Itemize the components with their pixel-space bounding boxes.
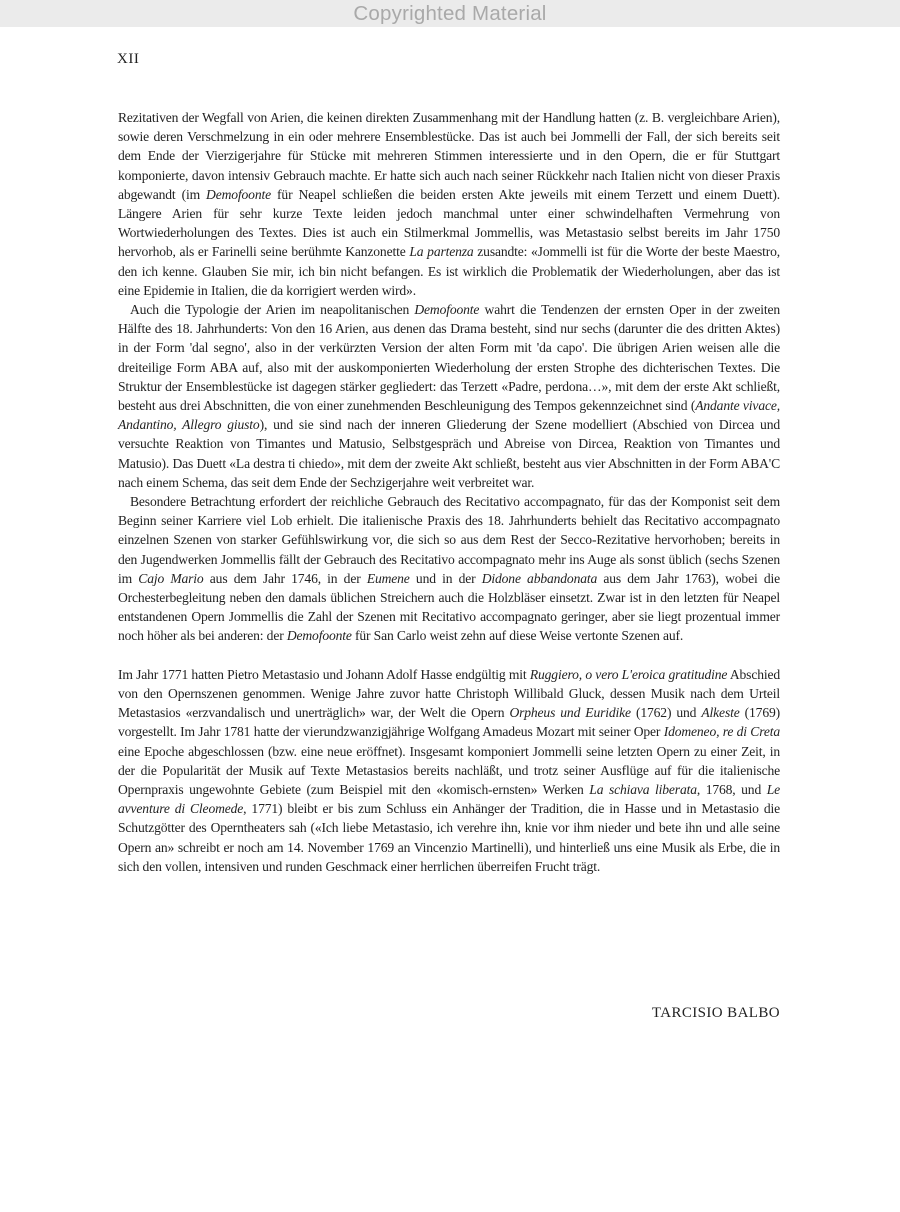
italic-title: Cajo Mario <box>138 570 204 586</box>
text-run: für San Carlo weist zehn auf diese Weise vertonte Szenen auf. <box>351 628 684 644</box>
text-run: für Neapel schließen die beiden ersten Akte jeweils mit einem Terzett und einem Duett). Längere Arien für sehr kurze Texte leiden jedoch manchmal unter einer schwindelhaften Vermehrung von Wortwiederholungen des Textes. Dies ist auch ein Stilmerkmal Jommellis, was Metastasio selbst bereits im Jahr 1750 hervorhob, als er Farinelli seine berühmte Kanzonette <box>118 186 780 260</box>
text-run: , 1771) bleibt er bis zum Schluss ein Anhänger der Tradition, die in Hasse und in Metastasio die Schutzgötter des Operntheaters sah («Ich liebe Metastasio, ich verehre ihn, knie vor ihm nieder und bete ihn und alle seine Opern an» schreibt er noch am 14. November 1769 an Vincenzio Martinelli), und hinterließ uns eine Musik als Erbe, die in sich den vollen, intensiven und runden Geschmack einer herrlichen überreifen Frucht trägt. <box>118 801 780 874</box>
italic-title: Demofoonte <box>206 186 271 202</box>
text-run: aus dem Jahr 1763), wobei die Orchesterbegleitung neben den damals üblichen Streichern auch die Holzbläser einsetzt. Zwar ist in den letzten für Neapel entstandenen Opern Jommellis die Zahl der Szenen mit Recitativo accompagnato geringer, aber sie liegt prozentual immer noch höher als bei anderen: der <box>118 570 780 644</box>
italic-title: Didone abbandonata <box>481 570 598 586</box>
text-run: (1762) und <box>630 705 702 721</box>
text-run: aus dem Jahr 1746, in der <box>203 570 367 586</box>
text-run: eine Epoche abgeschlossen (bzw. eine neue eröffnet). Insgesamt komponiert Jommelli seine letzten Opern zu einer Zeit, in der die Popularität der Musik auf Texte Metastasios bereits nachläßt, und trotz seiner Ausflüge auf für die italienische Opernpraxis ungewohnte Gebiete (zum Beispiel mit den «komisch-ernsten» Werken <box>118 743 780 797</box>
author-signature: TARCISIO BALBO <box>651 1005 780 1021</box>
text-run: wahrt die Tendenzen der ernsten Oper in der zweiten Hälfte des 18. Jahrhunderts: Von den 16 Arien, aus denen das Drama besteht, sind nur sechs (darunter die des dritten Aktes) in der Form 'dal segno', also in der verkürzten Version der alten Form mit 'da capo'. Die übrigen Arien weisen alle die dreiteilige Form ABA auf, also mit der auskomponierten Wiederholung der ersten Strophe des dichterischen Textes. Die Struktur der Ensemblestücke ist dagegen stärker gegliedert: das Terzett «Padre, perdona…», mit dem der erste Akt schließt, besteht aus drei Abschnitten, die von einer zunehmenden Beschleunigung des Tempos gekennzeichnet sind ( <box>118 302 780 414</box>
italic-title: Demofoonte <box>286 628 352 644</box>
text-run: (1769) vorgestellt. Im Jahr 1781 hatte der vierundzwanzigjährige Wolfgang Amadeus Mozart mit seiner Oper <box>118 705 781 740</box>
text-run: Auch die Typologie der Arien im neapolitanischen <box>130 302 415 318</box>
italic-title: Demofoonte <box>414 302 480 318</box>
italic-title: La schiava liberata <box>589 781 697 797</box>
text-run: und in der <box>409 570 482 586</box>
italic-title: La partenza <box>409 244 474 260</box>
italic-title: Le avventure di Cleomede <box>118 781 780 817</box>
paragraph <box>118 300 780 492</box>
text-run: zusandte: «Jommelli ist für die Worte der beste Maestro, den ich kenne. Glauben Sie mir, ich bin nicht befangen. Es ist wirklich die Problematik der Wiederholungen, aber das ist eine Epidemie in Italien, die da korrigiert werden wird». <box>118 244 780 298</box>
italic-title: Andante vivace, Andantino, Allegro giusto <box>118 398 780 433</box>
text-run: ), und sie sind nach der inneren Gliederung der Szene modelliert (Abschied von Dircea und versuchte Reaktion von Timantes und Matusio, Selbstgespräch und Abreise von Dircea, Reaktion von Timantes und Matusio). Das Duett «La destra ti chiedo», mit dem der zweite Akt schließt, besteht aus vier Abschnitten in der Form ABA'C nach einem Schema, das seit dem Ende der Sechzigerjahre weit verbreitet war. <box>118 417 780 490</box>
main-text <box>118 108 780 876</box>
text-run: , 1768, und <box>696 781 767 797</box>
paragraph <box>118 108 780 300</box>
italic-title: Orpheus und Euridike <box>509 705 631 721</box>
italic-title: Ruggiero, o vero L'eroica gratitudine <box>529 666 728 682</box>
paragraph <box>118 665 780 876</box>
text-run: Rezitativen der Wegfall von Arien, die keinen direkten Zusammenhang mit der Handlung hatten (z. B. vergleichbare Arien), sowie deren Verschmelzung in ein oder mehrere Ensemblestücke. Das ist auch bei Jommelli der Fall, der sich bereits seit dem Ende der Vierzigerjahre für Stücke mit mehreren Stimmen interessierte und in den Opern, die er für Stuttgart komponierte, davon intensiv Gebrauch machte. Er hatte sich auch nach seiner Rückkehr nach Italien nicht von dieser Praxis abgewandt (im <box>118 110 780 202</box>
text-run: Besondere Betrachtung erfordert der reichliche Gebrauch des Recitativo accompagnato, für das der Komponist seit dem Beginn seiner Karriere viel Lob erhielt. Die italienische Praxis des 18. Jahrhunderts behielt das Recitativo accompagnato einzelnen Szenen von starker Gefühlswirkung vor, die sich so aus dem Rest der Secco-Rezitative hervorhoben; bereits in den Jugendwerken Jommellis fällt der Gebrauch des Recitativo accompagnato mehr ins Auge als sonst üblich (sechs Szenen im <box>118 494 780 586</box>
italic-title: Alkeste <box>701 705 740 721</box>
page-number: XII <box>117 51 140 67</box>
copyright-watermark: Copyrighted Material <box>353 2 547 25</box>
italic-title: Idomeneo, re di Creta <box>663 724 780 740</box>
italic-title: Eumene <box>366 570 410 586</box>
text-run: Abschied von den Opernszenen genommen. Wenige Jahre zuvor hatte Christoph Willibald Gluck, dessen Musik nach dem Urteil Metastasios «erzvandalisch und unerträglich» war, der Welt die Opern <box>118 666 781 721</box>
text-run: Im Jahr 1771 hatten Pietro Metastasio und Johann Adolf Hasse endgültig mit <box>118 666 530 682</box>
paragraph <box>118 492 780 646</box>
